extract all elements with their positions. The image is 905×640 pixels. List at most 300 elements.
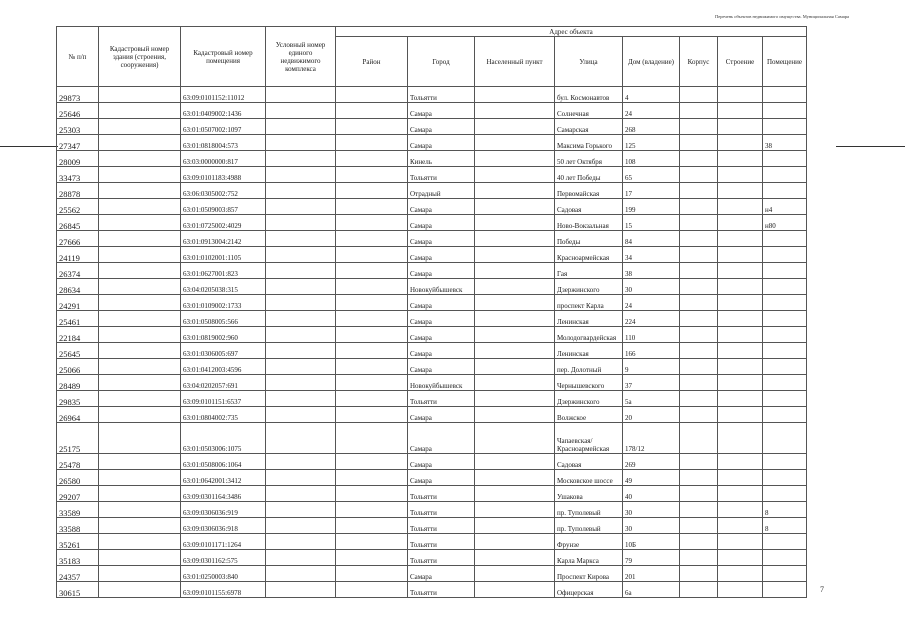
cell-house: 24 xyxy=(623,103,680,119)
cell-city: Тольятти xyxy=(408,582,475,598)
cell-city: Тольятти xyxy=(408,391,475,407)
cell-house: 30 xyxy=(623,502,680,518)
cell-premises xyxy=(763,167,807,183)
cell-street: Гая xyxy=(555,263,623,279)
cell-premises-cadastral: 63:04:0205038:315 xyxy=(181,279,266,295)
cell-district xyxy=(336,454,408,470)
cell-building-cadastral xyxy=(99,407,181,423)
cell-street: Садовая xyxy=(555,454,623,470)
cell-street: Ушакова xyxy=(555,486,623,502)
cell-street: Карла Маркса xyxy=(555,550,623,566)
cell-premises xyxy=(763,470,807,486)
cell-district xyxy=(336,375,408,391)
cell-house: 125 xyxy=(623,135,680,151)
cell-city: Новокуйбышевск xyxy=(408,375,475,391)
table-row xyxy=(57,423,807,454)
cell-settlement xyxy=(475,215,555,231)
cell-num: 25303 xyxy=(57,119,99,135)
table-row xyxy=(57,103,807,119)
cell-house: 108 xyxy=(623,151,680,167)
cell-num: 29873 xyxy=(57,87,99,103)
cell-district xyxy=(336,295,408,311)
cell-street: Солнечная xyxy=(555,103,623,119)
cell-structure xyxy=(718,502,763,518)
cell-building xyxy=(680,103,718,119)
cell-building xyxy=(680,327,718,343)
cell-building-cadastral xyxy=(99,454,181,470)
cell-num: 25461 xyxy=(57,311,99,327)
cell-settlement xyxy=(475,295,555,311)
cell-num: 33588 xyxy=(57,518,99,534)
table-row xyxy=(57,247,807,263)
table-row xyxy=(57,470,807,486)
cell-house: 84 xyxy=(623,231,680,247)
cell-street: Волжское xyxy=(555,407,623,423)
cell-district xyxy=(336,359,408,375)
cell-num: 26580 xyxy=(57,470,99,486)
cell-structure xyxy=(718,151,763,167)
cell-building xyxy=(680,119,718,135)
cell-building-cadastral xyxy=(99,87,181,103)
cell-building-cadastral xyxy=(99,582,181,598)
cell-district xyxy=(336,550,408,566)
cell-district xyxy=(336,327,408,343)
cell-premises-cadastral: 63:03:0000000:817 xyxy=(181,151,266,167)
table-row xyxy=(57,486,807,502)
cell-num: 25562 xyxy=(57,199,99,215)
cell-settlement xyxy=(475,391,555,407)
cell-premises xyxy=(763,119,807,135)
cell-complex-number xyxy=(266,87,336,103)
cell-complex-number xyxy=(266,550,336,566)
cell-building-cadastral xyxy=(99,199,181,215)
cell-settlement xyxy=(475,454,555,470)
cell-house: 178/12 xyxy=(623,423,680,454)
cell-num: 25645 xyxy=(57,343,99,359)
cell-city: Самара xyxy=(408,247,475,263)
cell-district xyxy=(336,582,408,598)
cell-premises xyxy=(763,375,807,391)
cell-district xyxy=(336,87,408,103)
cell-house: 34 xyxy=(623,247,680,263)
cell-settlement xyxy=(475,486,555,502)
cell-city: Самара xyxy=(408,359,475,375)
table-row xyxy=(57,135,807,151)
table-row xyxy=(57,119,807,135)
cell-city: Самара xyxy=(408,423,475,454)
cell-settlement xyxy=(475,119,555,135)
cell-num: 28634 xyxy=(57,279,99,295)
cell-complex-number xyxy=(266,247,336,263)
cell-street: Дзержинского xyxy=(555,279,623,295)
cell-district xyxy=(336,247,408,263)
cell-premises-cadastral: 63:01:0503006:1075 xyxy=(181,423,266,454)
cell-district xyxy=(336,311,408,327)
cell-num: 24291 xyxy=(57,295,99,311)
cell-building xyxy=(680,215,718,231)
table-row xyxy=(57,502,807,518)
cell-premises-cadastral: 63:09:0101155:6978 xyxy=(181,582,266,598)
cell-street: Садовая xyxy=(555,199,623,215)
cell-structure xyxy=(718,582,763,598)
cell-complex-number xyxy=(266,279,336,295)
cell-premises-cadastral: 63:09:0101171:1264 xyxy=(181,534,266,550)
cell-building-cadastral xyxy=(99,359,181,375)
cell-district xyxy=(336,279,408,295)
cell-premises-cadastral: 63:01:0819002:960 xyxy=(181,327,266,343)
cell-settlement xyxy=(475,375,555,391)
cell-num: 24119 xyxy=(57,247,99,263)
cell-num: 27666 xyxy=(57,231,99,247)
cell-settlement xyxy=(475,502,555,518)
cell-district xyxy=(336,407,408,423)
cell-num: 26964 xyxy=(57,407,99,423)
table-row xyxy=(57,391,807,407)
cell-complex-number xyxy=(266,534,336,550)
right-edge-rule xyxy=(836,146,905,147)
cell-city: Тольятти xyxy=(408,486,475,502)
cell-settlement xyxy=(475,534,555,550)
cell-city: Отрадный xyxy=(408,183,475,199)
cell-building xyxy=(680,135,718,151)
cell-city: Тольятти xyxy=(408,167,475,183)
cell-city: Самара xyxy=(408,407,475,423)
col-street: Улица xyxy=(555,37,623,87)
cell-street: Максима Горького xyxy=(555,135,623,151)
cell-complex-number xyxy=(266,135,336,151)
cell-premises xyxy=(763,550,807,566)
cell-structure xyxy=(718,343,763,359)
cell-city: Тольятти xyxy=(408,502,475,518)
table-row xyxy=(57,231,807,247)
cell-complex-number xyxy=(266,215,336,231)
cell-structure xyxy=(718,423,763,454)
cell-structure xyxy=(718,215,763,231)
cell-street: Офицерская xyxy=(555,582,623,598)
cell-building xyxy=(680,518,718,534)
cell-building xyxy=(680,311,718,327)
cell-structure xyxy=(718,518,763,534)
cell-city: Тольятти xyxy=(408,534,475,550)
cell-building xyxy=(680,502,718,518)
cell-district xyxy=(336,231,408,247)
cell-premises xyxy=(763,231,807,247)
cell-house: 49 xyxy=(623,470,680,486)
table-row xyxy=(57,151,807,167)
cell-building-cadastral xyxy=(99,103,181,119)
cell-premises xyxy=(763,423,807,454)
cell-settlement xyxy=(475,247,555,263)
cell-settlement xyxy=(475,103,555,119)
cell-building xyxy=(680,199,718,215)
cell-house: 17 xyxy=(623,183,680,199)
cell-settlement xyxy=(475,343,555,359)
table-row xyxy=(57,566,807,582)
table-row xyxy=(57,454,807,470)
cell-settlement xyxy=(475,151,555,167)
cell-house: 10Б xyxy=(623,534,680,550)
cell-structure xyxy=(718,199,763,215)
cell-house: 5а xyxy=(623,391,680,407)
cell-num: 28009 xyxy=(57,151,99,167)
cell-district xyxy=(336,183,408,199)
cell-building-cadastral xyxy=(99,423,181,454)
cell-complex-number xyxy=(266,486,336,502)
cell-structure xyxy=(718,183,763,199)
cell-district xyxy=(336,534,408,550)
cell-structure xyxy=(718,167,763,183)
cell-premises-cadastral: 63:01:0508005:566 xyxy=(181,311,266,327)
cell-structure xyxy=(718,295,763,311)
cell-premises-cadastral: 63:09:0306036:919 xyxy=(181,502,266,518)
cell-building xyxy=(680,343,718,359)
col-premises-cadastral: Кадастровый номер помещения xyxy=(181,27,266,87)
cell-street: пр. Туполевый xyxy=(555,518,623,534)
cell-building-cadastral xyxy=(99,343,181,359)
cell-complex-number xyxy=(266,199,336,215)
cell-building xyxy=(680,454,718,470)
cell-complex-number xyxy=(266,359,336,375)
cell-premises-cadastral: 63:09:0101151:6537 xyxy=(181,391,266,407)
cell-building xyxy=(680,582,718,598)
cell-house: 38 xyxy=(623,263,680,279)
cell-street: Ленинская xyxy=(555,343,623,359)
cell-complex-number xyxy=(266,375,336,391)
table-row xyxy=(57,375,807,391)
cell-street: Ленинская xyxy=(555,311,623,327)
cell-house: 199 xyxy=(623,199,680,215)
cell-complex-number xyxy=(266,231,336,247)
cell-building xyxy=(680,470,718,486)
cell-district xyxy=(336,391,408,407)
cell-settlement xyxy=(475,550,555,566)
table-body xyxy=(57,87,807,598)
col-building-cadastral: Кадастровый номер здания (строения, сооружения) xyxy=(99,27,181,87)
cell-building-cadastral xyxy=(99,151,181,167)
table-row xyxy=(57,407,807,423)
cell-premises-cadastral: 63:09:0101152:11012 xyxy=(181,87,266,103)
cell-settlement xyxy=(475,87,555,103)
cell-district xyxy=(336,199,408,215)
cell-street: Самарская xyxy=(555,119,623,135)
cell-complex-number xyxy=(266,343,336,359)
cell-building-cadastral xyxy=(99,375,181,391)
table-row xyxy=(57,327,807,343)
cell-premises-cadastral: 63:09:0306036:918 xyxy=(181,518,266,534)
cell-district xyxy=(336,103,408,119)
cell-building-cadastral xyxy=(99,263,181,279)
cell-building-cadastral xyxy=(99,119,181,135)
cell-district xyxy=(336,135,408,151)
cell-street: Победы xyxy=(555,231,623,247)
cell-premises-cadastral: 63:01:0250003:840 xyxy=(181,566,266,582)
cell-street: пр. Туполевый xyxy=(555,502,623,518)
cell-district xyxy=(336,119,408,135)
cell-premises xyxy=(763,343,807,359)
cell-house: 15 xyxy=(623,215,680,231)
cell-street: Фрунзе xyxy=(555,534,623,550)
cell-complex-number xyxy=(266,502,336,518)
cell-city: Тольятти xyxy=(408,518,475,534)
cell-complex-number xyxy=(266,454,336,470)
cell-settlement xyxy=(475,167,555,183)
cell-district xyxy=(336,263,408,279)
cell-street: Чапаевская/ Красноармейская xyxy=(555,423,623,454)
cell-settlement xyxy=(475,135,555,151)
cell-settlement xyxy=(475,199,555,215)
cell-complex-number xyxy=(266,566,336,582)
cell-premises xyxy=(763,534,807,550)
cell-street: Первомайская xyxy=(555,183,623,199)
cell-building-cadastral xyxy=(99,502,181,518)
cell-house: 166 xyxy=(623,343,680,359)
cell-settlement xyxy=(475,518,555,534)
cell-building-cadastral xyxy=(99,311,181,327)
cell-street: проспект Карла xyxy=(555,295,623,311)
cell-premises-cadastral: 63:09:0101183:4988 xyxy=(181,167,266,183)
cell-house: 24 xyxy=(623,295,680,311)
cell-num: 35183 xyxy=(57,550,99,566)
cell-premises xyxy=(763,311,807,327)
cell-city: Самара xyxy=(408,119,475,135)
cell-street: Дзержинского xyxy=(555,391,623,407)
cell-premises-cadastral: 63:09:0301162:575 xyxy=(181,550,266,566)
cell-house: 201 xyxy=(623,566,680,582)
cell-structure xyxy=(718,486,763,502)
cell-city: Тольятти xyxy=(408,87,475,103)
cell-complex-number xyxy=(266,470,336,486)
cell-complex-number xyxy=(266,407,336,423)
cell-street: 50 лет Октября xyxy=(555,151,623,167)
cell-premises-cadastral: 63:06:0305002:752 xyxy=(181,183,266,199)
cell-house: 110 xyxy=(623,327,680,343)
cell-city: Самара xyxy=(408,231,475,247)
cell-building xyxy=(680,375,718,391)
cell-premises: 38 xyxy=(763,135,807,151)
cell-premises xyxy=(763,582,807,598)
table-row xyxy=(57,167,807,183)
cell-complex-number xyxy=(266,423,336,454)
cell-structure xyxy=(718,279,763,295)
cell-complex-number xyxy=(266,103,336,119)
cell-building xyxy=(680,247,718,263)
cell-num: 26845 xyxy=(57,215,99,231)
cell-premises-cadastral: 63:01:0507002:1097 xyxy=(181,119,266,135)
cell-building-cadastral xyxy=(99,550,181,566)
cell-num: 30615 xyxy=(57,582,99,598)
cell-structure xyxy=(718,359,763,375)
cell-structure xyxy=(718,311,763,327)
cell-num: 24357 xyxy=(57,566,99,582)
col-premises: Помещение xyxy=(763,37,807,87)
cell-district xyxy=(336,486,408,502)
cell-premises xyxy=(763,183,807,199)
cell-premises: 8 xyxy=(763,518,807,534)
cell-structure xyxy=(718,566,763,582)
cell-city: Самара xyxy=(408,566,475,582)
cell-premises-cadastral: 63:09:0301164:3486 xyxy=(181,486,266,502)
cell-building-cadastral xyxy=(99,470,181,486)
cell-premises xyxy=(763,103,807,119)
cell-premises-cadastral: 63:01:0409002:1436 xyxy=(181,103,266,119)
cell-complex-number xyxy=(266,263,336,279)
table-row xyxy=(57,183,807,199)
cell-structure xyxy=(718,87,763,103)
cell-building xyxy=(680,183,718,199)
cell-building xyxy=(680,391,718,407)
cell-structure xyxy=(718,119,763,135)
cell-building-cadastral xyxy=(99,295,181,311)
cell-premises xyxy=(763,566,807,582)
cell-street: Молодогвардейская xyxy=(555,327,623,343)
cell-premises-cadastral: 63:01:0509003:857 xyxy=(181,199,266,215)
table-row xyxy=(57,359,807,375)
cell-house: 9 xyxy=(623,359,680,375)
cell-complex-number xyxy=(266,391,336,407)
table-row xyxy=(57,311,807,327)
cell-street: пер. Долотный xyxy=(555,359,623,375)
cell-complex-number xyxy=(266,311,336,327)
cell-street: Чернышевского xyxy=(555,375,623,391)
cell-num: 28489 xyxy=(57,375,99,391)
cell-complex-number xyxy=(266,582,336,598)
cell-complex-number xyxy=(266,183,336,199)
col-house: Дом (владение) xyxy=(623,37,680,87)
cell-premises xyxy=(763,247,807,263)
cell-premises xyxy=(763,391,807,407)
table-row xyxy=(57,518,807,534)
cell-structure xyxy=(718,263,763,279)
cell-structure xyxy=(718,327,763,343)
cell-city: Самара xyxy=(408,454,475,470)
cell-city: Самара xyxy=(408,103,475,119)
cell-num: 27347 xyxy=(57,135,99,151)
cell-city: Новокуйбышевск xyxy=(408,279,475,295)
cell-district xyxy=(336,151,408,167)
cell-building-cadastral xyxy=(99,327,181,343)
cell-building-cadastral xyxy=(99,247,181,263)
cell-district xyxy=(336,502,408,518)
cell-street: 40 лет Победы xyxy=(555,167,623,183)
cell-structure xyxy=(718,550,763,566)
cell-building xyxy=(680,486,718,502)
cell-premises xyxy=(763,486,807,502)
cell-settlement xyxy=(475,423,555,454)
cell-complex-number xyxy=(266,518,336,534)
cell-premises: н4 xyxy=(763,199,807,215)
cell-house: 79 xyxy=(623,550,680,566)
cell-settlement xyxy=(475,566,555,582)
cell-num: 29835 xyxy=(57,391,99,407)
cell-num: 35261 xyxy=(57,534,99,550)
col-complex-number: Условный номер единого недвижимого комплекса xyxy=(266,27,336,87)
cell-building-cadastral xyxy=(99,486,181,502)
cell-structure xyxy=(718,135,763,151)
col-structure: Строение xyxy=(718,37,763,87)
cell-premises-cadastral: 63:01:0725002:4029 xyxy=(181,215,266,231)
cell-structure xyxy=(718,375,763,391)
cell-building-cadastral xyxy=(99,279,181,295)
table-row xyxy=(57,215,807,231)
cell-building-cadastral xyxy=(99,135,181,151)
cell-premises-cadastral: 63:01:0804002:735 xyxy=(181,407,266,423)
cell-building xyxy=(680,151,718,167)
cell-building-cadastral xyxy=(99,518,181,534)
cell-structure xyxy=(718,454,763,470)
cell-building xyxy=(680,231,718,247)
cell-district xyxy=(336,423,408,454)
cell-city: Кинель xyxy=(408,151,475,167)
